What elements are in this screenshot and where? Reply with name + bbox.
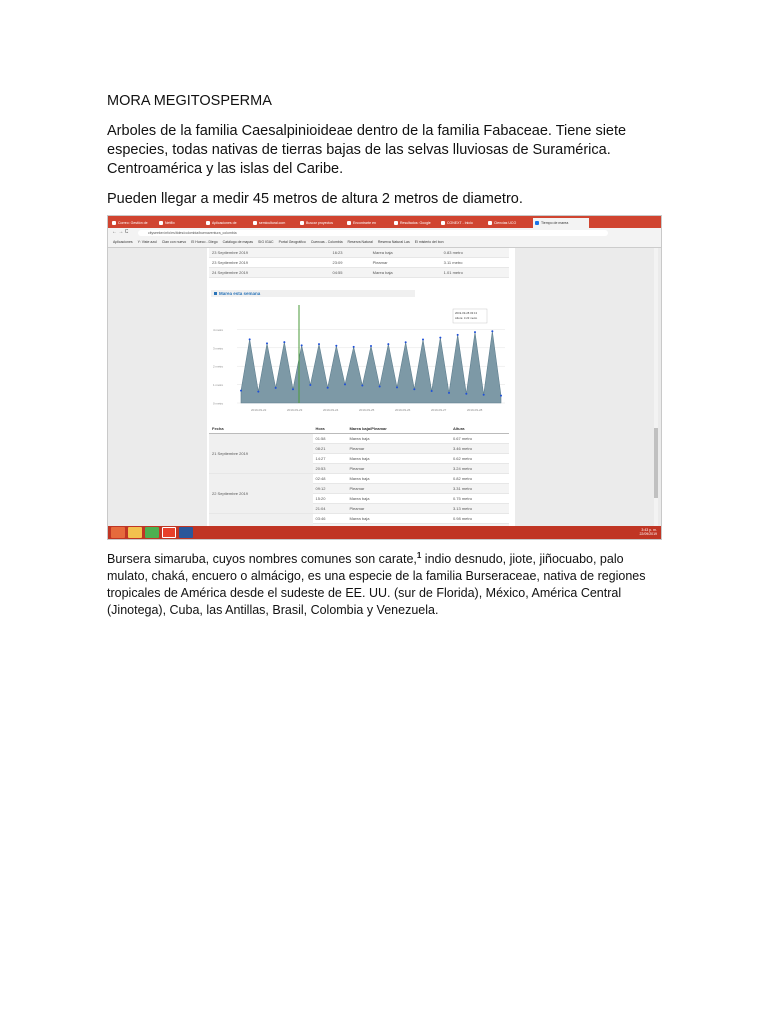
browser-tab[interactable]: [533, 218, 589, 228]
url-field[interactable]: cityseeker.info/es/tides/colombia/buenaventura_colombia: [138, 230, 608, 236]
bookmark-item[interactable]: Portal Geográfico: [278, 240, 306, 244]
bookmark-item[interactable]: Aplicaciones: [113, 240, 133, 244]
time-cell: 23:09: [329, 258, 369, 268]
date-cell: 21 Septiembre 2019: [209, 434, 313, 474]
top-tide-table: [209, 248, 509, 278]
height-cell: 3.31 metro: [450, 484, 509, 494]
time-cell: 02:48: [313, 474, 347, 484]
address-bar: [108, 228, 661, 238]
tab-label: Buscar proyectos: [306, 221, 334, 225]
table-row: [209, 268, 509, 278]
data-point: [405, 341, 407, 343]
height-cell: 3.11 metro: [441, 258, 509, 268]
height-paragraph: Pueden llegar a medir 45 metros de altura 2 metros de diametro.: [107, 191, 523, 207]
windows-taskbar: [108, 526, 661, 539]
data-point: [275, 387, 277, 389]
x-tick-label: 2019-09-25: [359, 408, 375, 412]
data-point: [257, 391, 259, 393]
tide-table: [209, 424, 509, 540]
data-point: [465, 393, 467, 395]
height-cell: 3.13 metro: [450, 504, 509, 514]
tooltip-value: Altura: 3.23 metro: [455, 316, 478, 320]
footnote-marker[interactable]: 1: [416, 550, 422, 560]
tab-favicon-icon: [112, 221, 116, 225]
height-cell: 0.62 metro: [450, 454, 509, 464]
height-cell: 1.01 metro: [441, 268, 509, 278]
bursera-paragraph: Bursera simaruba, cuyos nombres comunes son carate,$^1$ indio desnudo, jiote, jiñocuabo, palo mulato, chaká, encuero o almácigo, es una especie de la familia Burseraceae, nativa de regiones tropicales de América desde el sudeste de EE. UU. (sur de Florida), México, América Central (Jinotega), Cuba, las Antillas, Brasil, Colombia y Venezuela.: [107, 550, 646, 617]
start-icon[interactable]: [111, 527, 125, 538]
data-point: [379, 385, 381, 387]
tab-label: Aplicaciones de: [212, 221, 237, 225]
data-point: [353, 346, 355, 348]
bookmark-item[interactable]: SIG IGAC: [258, 240, 274, 244]
data-point: [483, 394, 485, 396]
date-cell: 24 Septiembre 2019: [209, 268, 329, 278]
tab-favicon-icon: [347, 221, 351, 225]
height-cell: 0.67 metro: [450, 434, 509, 444]
type-cell: Marea baja: [346, 514, 450, 524]
date-cell: 23 Septiembre 2019: [209, 248, 329, 258]
y-tick-label: 2 metro: [213, 364, 224, 369]
data-point: [422, 339, 424, 341]
header-type: Marea baja/Pleamar: [346, 424, 450, 434]
tab-favicon-icon: [535, 221, 539, 225]
y-tick-label: 0 metro: [213, 401, 224, 406]
bookmark-item[interactable]: Clan con nuevo: [161, 240, 187, 244]
time-cell: 04:55: [329, 268, 369, 278]
type-cell: Pleamar: [346, 464, 450, 474]
time-cell: 08:21: [313, 444, 347, 454]
type-cell: Pleamar: [346, 444, 450, 454]
tab-label: Resultados: Google: [400, 221, 431, 225]
tab-label: CONEXT - Inicio: [447, 221, 473, 225]
data-point: [370, 345, 372, 347]
chart-title-icon: [214, 292, 217, 295]
data-point: [491, 330, 493, 332]
table-row: [209, 474, 509, 484]
data-point: [327, 387, 329, 389]
time-cell: 21:04: [313, 504, 347, 514]
type-cell: Marea baja: [346, 454, 450, 464]
chart-title: Marea esta semana: [211, 290, 415, 297]
tab-label: Ciencias UCO: [494, 221, 517, 225]
data-point: [283, 341, 285, 343]
chrome-icon[interactable]: [145, 527, 159, 538]
data-point: [431, 390, 433, 392]
bookmark-item[interactable]: Cuencas - Colombia: [310, 240, 343, 244]
tab-label: Correo: Gestión de: [118, 221, 148, 225]
data-point: [309, 384, 311, 386]
tab-favicon-icon: [206, 221, 210, 225]
bookmark-item[interactable]: Catálogo de mapas: [222, 240, 254, 244]
data-point: [318, 343, 320, 345]
type-cell: Marea baja: [346, 474, 450, 484]
page-scrollbar[interactable]: [654, 248, 658, 528]
tab-favicon-icon: [488, 221, 492, 225]
tab-label: Encontrarte en: [353, 221, 376, 225]
header-time: Hora: [313, 424, 347, 434]
height-cell: 0.75 metro: [450, 494, 509, 504]
tab-favicon-icon: [300, 221, 304, 225]
date-cell: 23 Septiembre 2019: [209, 258, 329, 268]
x-tick-label: 2019-09-27: [431, 408, 447, 412]
data-point: [439, 337, 441, 339]
data-point: [301, 344, 303, 346]
data-point: [249, 338, 251, 340]
x-tick-label: 2019-09-28: [467, 408, 483, 412]
y-tick-label: 3 metro: [213, 346, 224, 351]
y-tick-label: 1 metro: [213, 383, 224, 388]
time-cell: 03:46: [313, 514, 347, 524]
x-tick-label: 2019-09-23: [287, 408, 303, 412]
table-row: [209, 514, 509, 524]
table-row: [209, 258, 509, 268]
header-date: Fecha: [209, 424, 313, 434]
tide-chart: [211, 303, 511, 423]
acrobat-icon[interactable]: [162, 527, 176, 538]
time-cell: 15:20: [313, 494, 347, 504]
time-cell: 20:53: [313, 464, 347, 474]
tide-area-series: [241, 331, 501, 403]
data-point: [474, 331, 476, 333]
y-tick-label: 4 metro: [213, 327, 224, 332]
data-point: [335, 345, 337, 347]
data-point: [448, 392, 450, 394]
x-tick-label: 2019-09-22: [251, 408, 267, 412]
data-point: [457, 334, 459, 336]
date-cell: 22 Septiembre 2019: [209, 474, 313, 514]
browser-tab-bar: [108, 216, 661, 228]
table-row: [209, 434, 509, 444]
table-header: [209, 424, 509, 434]
data-point: [266, 342, 268, 344]
type-cell: Marea baja: [370, 268, 441, 278]
data-point: [500, 395, 502, 397]
tab-favicon-icon: [441, 221, 445, 225]
data-point: [396, 386, 398, 388]
type-cell: Pleamar: [346, 504, 450, 514]
bookmark-item[interactable]: Reserva Natural Las: [377, 240, 410, 244]
tab-favicon-icon: [394, 221, 398, 225]
intro-paragraph: Arboles de la familia Caesalpinioideae dentro de la familia Fabaceae. Tiene siete especies, todas nativas de tierras bajas de las selvas lluviosas de Suramérica. Centroamérica y las islas del Caribe.: [107, 123, 627, 177]
time-cell: 14:27: [313, 454, 347, 464]
nav-arrows-icon: ← → C: [112, 229, 129, 235]
data-point: [413, 388, 415, 390]
type-cell: Marea baja: [346, 434, 450, 444]
height-cell: 0.98 metro: [450, 514, 509, 524]
x-tick-label: 2019-09-26: [395, 408, 411, 412]
taskbar-clock: 3:43 p. m. 22/09/2019: [639, 528, 657, 536]
height-cell: 0.83 metro: [441, 248, 509, 258]
table-row: [209, 248, 509, 258]
tab-label: Tiempo de marea: [541, 221, 569, 225]
word-icon[interactable]: [179, 527, 193, 538]
tab-favicon-icon: [159, 221, 163, 225]
x-tick-label: 2019-09-24: [323, 408, 339, 412]
tab-label: semicultural.com: [259, 221, 286, 225]
document-title: MORA MEGITOSPERMA: [107, 93, 272, 109]
height-cell: 0.82 metro: [450, 474, 509, 484]
bookmark-item[interactable]: Y: Viste azul: [137, 240, 157, 244]
height-cell: 3.46 metro: [450, 444, 509, 454]
bookmarks-bar: [108, 238, 661, 248]
type-cell: Pleamar: [370, 258, 441, 268]
folder-icon[interactable]: [128, 527, 142, 538]
data-point: [344, 383, 346, 385]
data-point: [361, 385, 363, 387]
data-point: [292, 388, 294, 390]
embedded-screenshot: [107, 215, 662, 540]
type-cell: Marea baja: [370, 248, 441, 258]
bookmark-item[interactable]: El Hueco - Diego: [191, 240, 218, 244]
tooltip-date: 2019-09-28 03:13: [455, 311, 478, 315]
header-height: Altura: [450, 424, 509, 434]
tab-label: Netflix: [165, 221, 175, 225]
height-cell: 3.24 metro: [450, 464, 509, 474]
time-cell: 09:12: [313, 484, 347, 494]
scrollbar-thumb[interactable]: [654, 428, 658, 498]
bookmark-item[interactable]: El misterio del bon: [414, 240, 444, 244]
data-point: [240, 390, 242, 392]
type-cell: Marea baja: [346, 494, 450, 504]
bookmark-item[interactable]: Reserva Natural: [347, 240, 373, 244]
time-cell: 01:58: [313, 434, 347, 444]
time-cell: 16:23: [329, 248, 369, 258]
data-point: [387, 343, 389, 345]
tab-favicon-icon: [253, 221, 257, 225]
tide-page: [207, 248, 515, 528]
type-cell: Pleamar: [346, 484, 450, 494]
